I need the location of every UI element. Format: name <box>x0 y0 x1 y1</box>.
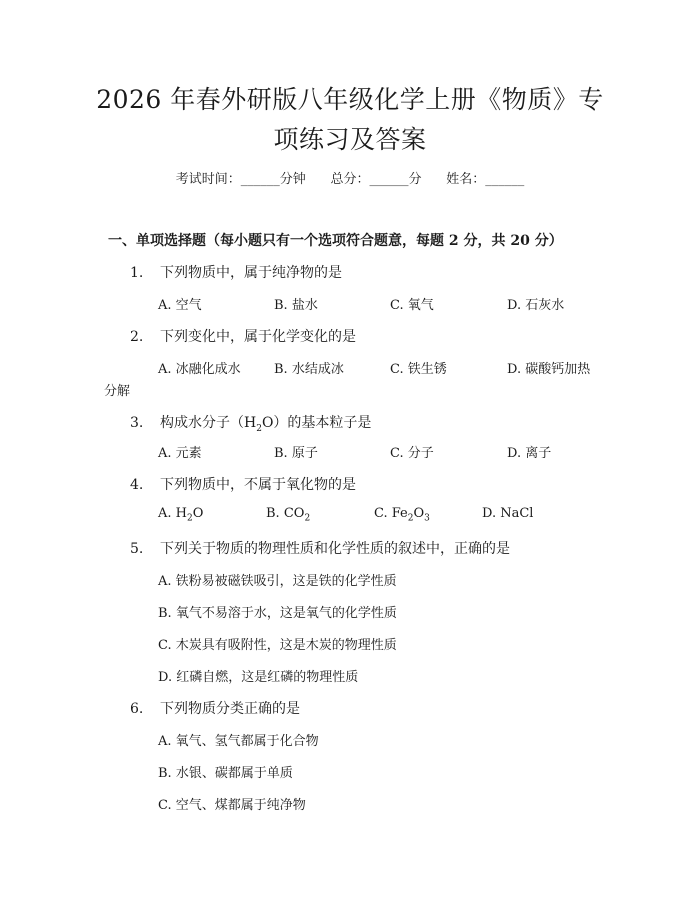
option-c: C. 木炭具有吸附性，这是木炭的物理性质 <box>158 638 397 653</box>
question-number: 3. <box>130 415 144 431</box>
option-b: B. 氧气不易溶于水，这是氧气的化学性质 <box>158 606 397 621</box>
option-a: A. 氧气、氢气都属于化合物 <box>158 734 319 749</box>
title-line-1: 2026 年春外研版八年级化学上册《物质》专 <box>96 85 604 114</box>
question-6 <box>130 698 300 718</box>
exam-info-line: 考试时间：______分钟 总分：______分 姓名：______ <box>175 172 525 187</box>
option-d: D. NaCl <box>482 506 534 521</box>
option-a: A. 空气 <box>158 298 202 313</box>
question-number: 4. <box>130 477 144 493</box>
option-c: C. 空气、煤都属于纯净物 <box>158 798 306 813</box>
question-2 <box>130 326 356 346</box>
question-1 <box>130 262 342 282</box>
option-d: D. 石灰水 <box>507 298 565 313</box>
document-title <box>60 80 640 160</box>
question-number: 1. <box>130 265 144 281</box>
option-c: C. 氧气 <box>390 298 434 313</box>
option-b: B. 盐水 <box>274 298 318 313</box>
option-b: B. 水结成冰 <box>274 362 344 377</box>
question-text: 构成水分子$(H_2O)$的基本粒子是 <box>160 415 372 434</box>
option-c: C. 分子 <box>390 446 434 461</box>
option-c: C. $Fe_2O_3$ <box>374 506 430 524</box>
question-text: 下列变化中，属于化学变化的是 <box>160 329 356 345</box>
option-d: D. 红磷自燃，这是红磷的物理性质 <box>158 670 359 685</box>
question-number: 2. <box>130 329 144 345</box>
option-d: D. 离子 <box>507 446 552 461</box>
question-text: 下列物质中，不属于氧化物的是 <box>160 477 356 493</box>
option-b: B. 水银、碳都属于单质 <box>158 766 293 781</box>
question-text: 下列关于物质的物理性质和化学性质的叙述中，正确的是 <box>160 541 510 557</box>
option-a: A. 元素 <box>158 446 202 461</box>
section-heading: 一、单项选择题（每小题只有一个选项符合题意，每题 2 分，共 20 分） <box>108 233 563 249</box>
question-4 <box>130 474 356 494</box>
option-b: B. 原子 <box>274 446 318 461</box>
title-line-2: 项练习及答案 <box>273 125 427 154</box>
option-d: D. 碳酸钙加热 <box>507 362 591 377</box>
option-b: B. $CO_2$ <box>266 506 311 524</box>
option-d-continuation: 分解 <box>104 384 131 399</box>
option-c: C. 铁生锈 <box>390 362 447 377</box>
option-a: A. 冰融化成水 <box>158 362 241 377</box>
question-text: 下列物质分类正确的是 <box>160 701 300 717</box>
question-5 <box>130 538 510 558</box>
option-a: A. 铁粉易被磁铁吸引，这是铁的化学性质 <box>158 574 397 589</box>
question-number: 6. <box>130 701 144 717</box>
question-3 <box>130 412 371 434</box>
question-number: 5. <box>130 541 144 557</box>
option-a: A. $H_2O$ <box>158 506 204 524</box>
question-text: 下列物质中，属于纯净物的是 <box>160 265 342 281</box>
